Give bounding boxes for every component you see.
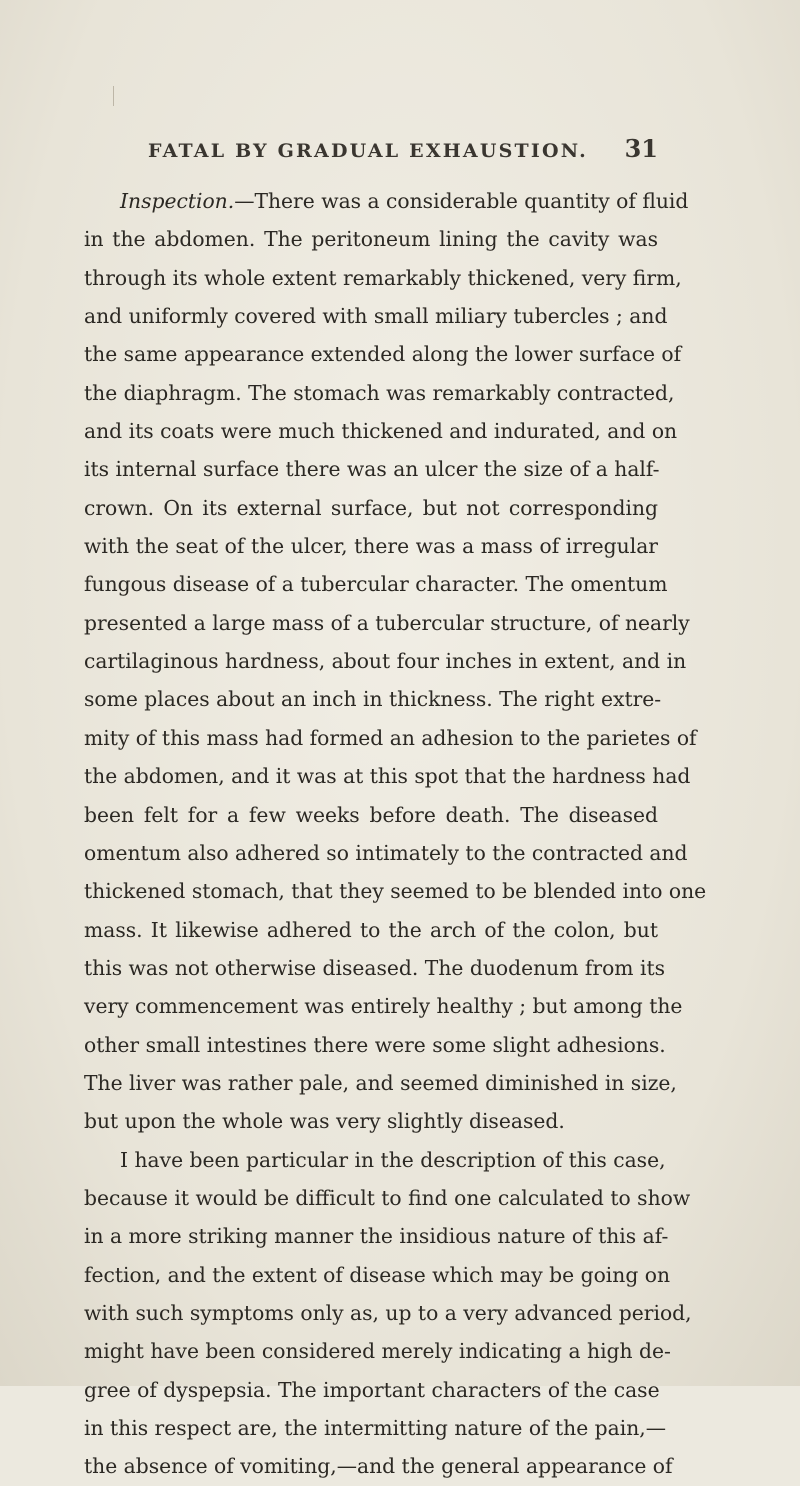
text-line: The liver was rather pale, and seemed diminished in size, [84,1070,677,1095]
inspection-heading: Inspection. [120,189,235,213]
text-line: and its coats were much thickened and indurated, and on [84,419,678,444]
text-line-content: —There was a considerable quantity of fluid [234,189,689,213]
text-line: presented a large mass of a tubercular structure, of nearly [84,610,690,635]
text-line [84,182,689,220]
text-line: the absence of vomiting,—and the general appearance of [84,1454,673,1479]
text-line: through its whole extent remarkably thickened, very firm, [84,265,682,290]
text-line: cartilaginous hardness, about four inches in extent, and in [84,649,687,674]
text-line: fection, and the extent of disease which may be going on [84,1262,671,1287]
text-line: the diaphragm. The stomach was remarkably contracted, [84,380,675,405]
text-line: but upon the whole was very slightly diseased. [84,1109,565,1134]
text-line: the same appearance extended along the lower surface of [84,342,682,367]
text-line: omentum also adhered so intimately to the contracted and [84,840,688,865]
text-line: in the abdomen. The peritoneum lining the cavity was [84,227,658,252]
text-line: its internal surface there was an ulcer the size of a half- [84,457,660,482]
text-line: might have been considered merely indicating a high de- [84,1339,671,1364]
paragraph-2 [84,1141,692,1486]
paragraph-1 [84,182,707,1141]
text-line: mity of this mass had formed an adhesion to the parietes of [84,725,697,750]
text-line: I have been particular in the description of this case, [120,1147,666,1172]
text-line: in a more striking manner the insidious nature of this af- [84,1224,669,1249]
text-line: and uniformly covered with small miliary tubercles ; and [84,304,668,329]
text-line: because it would be difficult to find one calculated to show [84,1185,691,1210]
text-line: thickened stomach, that they seemed to be blended into one [84,879,707,904]
text-line: with such symptoms only as, up to a very advanced period, [84,1300,692,1325]
text-line: in this respect are, the intermitting nature of the pain,— [84,1416,667,1440]
body-text [84,182,707,1486]
page-number: 31 [624,134,658,163]
text-line: some places about an inch in thickness. The right extre- [84,687,662,712]
text-line: been felt for a few weeks before death. The diseased [84,802,658,827]
text-line: this was not otherwise diseased. The duodenum from its [84,955,666,980]
running-title: FATAL BY GRADUAL EXHAUSTION. [148,140,588,162]
text-line: very commencement was entirely healthy ; but among the [84,994,683,1019]
text-line: fungous disease of a tubercular character. The omentum [84,572,668,597]
margin-mark [113,86,114,106]
text-line: gree of dyspepsia. The important characters of the case [84,1377,660,1402]
text-line: other small intestines there were some slight adhesions. [84,1032,666,1057]
text-line: crown. On its external surface, but not corresponding [84,495,658,520]
text-line: the abdomen, and it was at this spot that the hardness had [84,764,691,789]
text-line: with the seat of the ulcer, there was a mass of irregular [84,534,658,559]
text-line: mass. It likewise adhered to the arch of the colon, but [84,917,658,942]
running-head [148,134,658,163]
